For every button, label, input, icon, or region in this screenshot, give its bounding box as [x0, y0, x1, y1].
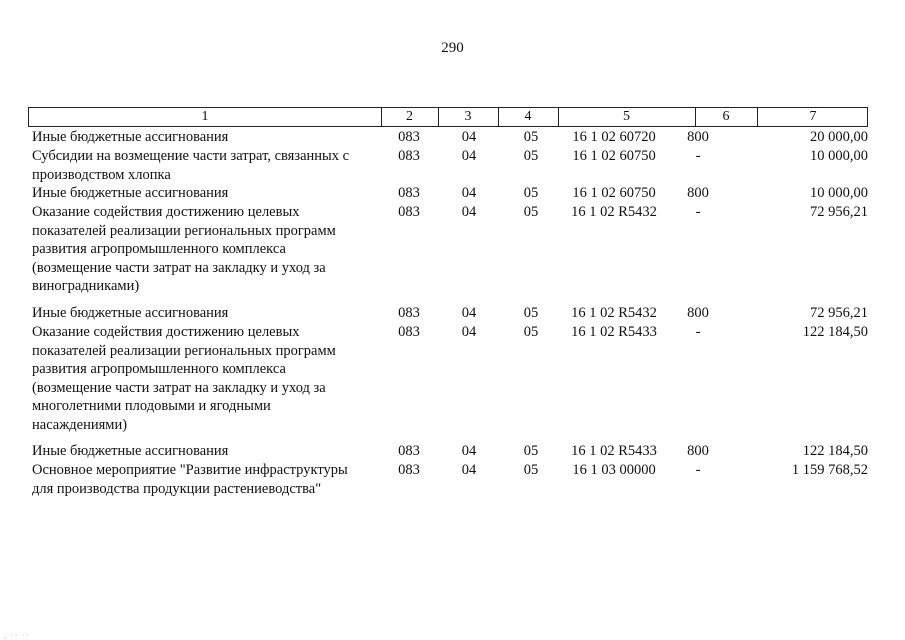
- scan-mark: , ·· ··: [4, 630, 30, 640]
- row-col-6-cell: 800: [687, 129, 709, 145]
- row-name-line: Иные бюджетные ассигнования: [32, 443, 229, 459]
- row-col-5-cell: 16 1 02 R5433: [571, 324, 657, 340]
- row-col-7-cell: 1 159 768,52: [791, 462, 868, 478]
- row-col-7-cell: 10 000,00: [810, 185, 868, 201]
- row-col-5-cell: 16 1 02 60750: [572, 148, 656, 164]
- row-col-6-cell: -: [695, 324, 701, 340]
- table-header: [28, 107, 868, 127]
- row-col-7-cell: 10 000,00: [810, 148, 868, 164]
- row-col-2-cell: 083: [398, 148, 420, 164]
- row-col-2-cell: 083: [398, 129, 420, 145]
- header-col-3: 3: [464, 109, 472, 124]
- row-col-3-cell: 04: [461, 148, 477, 164]
- row-name-line: для производства продукции растениеводства": [32, 480, 322, 497]
- header-col-5: 5: [623, 109, 630, 124]
- row-name-line: (возмещение части затрат на закладку и уход за: [32, 379, 326, 396]
- page-number: 290: [441, 40, 464, 56]
- row-name-line: Иные бюджетные ассигнования: [32, 129, 229, 145]
- row-name-line: Иные бюджетные ассигнования: [32, 185, 229, 201]
- row-name-line: показателей реализации региональных программ: [32, 222, 336, 239]
- row-col-4-cell: 05: [523, 129, 539, 145]
- row-name-line: многолетними плодовыми и ягодными: [32, 398, 271, 415]
- row-col-5-cell: 16 1 02 R5433: [571, 443, 657, 459]
- row-name-line: Субсидии на возмещение части затрат, связанных с: [32, 148, 350, 164]
- row-name-cell: [32, 203, 372, 296]
- row-col-3-cell: 04: [461, 204, 477, 220]
- row-col-3-cell: 04: [461, 462, 477, 478]
- row-name-line: развития агропромышленного комплекса: [32, 361, 286, 378]
- row-col-5-cell: 16 1 02 60720: [572, 129, 656, 145]
- row-col-2-cell: 083: [398, 462, 420, 478]
- row-col-3-cell: 04: [461, 443, 477, 459]
- row-col-2-cell: 083: [398, 443, 420, 459]
- row-name-cell: [32, 442, 372, 461]
- row-col-6-cell: 800: [687, 443, 709, 459]
- row-col-2-cell: 083: [398, 185, 420, 201]
- row-name-cell: [32, 128, 372, 147]
- row-name-cell: [32, 461, 372, 498]
- row-col-5-cell: 16 1 02 R5432: [571, 305, 657, 321]
- row-col-4-cell: 05: [523, 462, 539, 478]
- row-name-line: насаждениями): [32, 416, 128, 433]
- row-col-7-cell: 122 184,50: [802, 443, 868, 459]
- row-col-7-cell: 20 000,00: [810, 129, 868, 145]
- row-name-line: (возмещение части затрат на закладку и уход за: [32, 259, 326, 276]
- row-col-6-cell: 800: [687, 305, 709, 321]
- row-col-4-cell: 05: [523, 305, 539, 321]
- header-col-2: 2: [406, 109, 413, 124]
- row-col-7-cell: 72 956,21: [810, 204, 868, 220]
- row-col-4-cell: 05: [523, 148, 539, 164]
- row-name-line: показателей реализации региональных программ: [32, 342, 336, 359]
- header-col-7: 7: [809, 109, 817, 124]
- row-col-2-cell: 083: [398, 305, 420, 321]
- row-col-5-cell: 16 1 02 60750: [572, 185, 656, 201]
- row-col-4-cell: 05: [523, 185, 539, 201]
- row-col-3-cell: 04: [461, 324, 477, 340]
- row-col-5-cell: 16 1 02 R5432: [571, 204, 657, 220]
- header-col-1: 1: [201, 109, 209, 124]
- row-col-2-cell: 083: [398, 204, 420, 220]
- row-col-7-cell: 122 184,50: [802, 324, 868, 340]
- row-name-line: Иные бюджетные ассигнования: [32, 305, 229, 321]
- row-name-cell: [32, 323, 372, 435]
- row-col-6-cell: -: [695, 462, 701, 478]
- header-col-6: 6: [722, 109, 730, 124]
- row-name-line: виноградниками): [32, 278, 140, 295]
- row-name-line: Оказание содействия достижению целевых: [32, 324, 300, 340]
- row-col-6-cell: -: [695, 148, 701, 164]
- row-col-5-cell: 16 1 03 00000: [572, 462, 656, 478]
- row-col-2-cell: 083: [398, 324, 420, 340]
- row-name-line: Основное мероприятие "Развитие инфраструктуры: [32, 462, 348, 478]
- row-name-cell: [32, 184, 372, 203]
- row-col-3-cell: 04: [461, 185, 477, 201]
- row-col-3-cell: 04: [461, 305, 477, 321]
- row-col-6-cell: -: [695, 204, 701, 220]
- row-name-line: развития агропромышленного комплекса: [32, 241, 286, 258]
- row-col-4-cell: 05: [523, 204, 539, 220]
- row-col-3-cell: 04: [461, 129, 477, 145]
- row-col-7-cell: 72 956,21: [810, 305, 868, 321]
- row-col-4-cell: 05: [523, 324, 539, 340]
- row-name-cell: [32, 304, 372, 323]
- row-col-4-cell: 05: [523, 443, 539, 459]
- header-col-4: 4: [524, 109, 532, 124]
- row-name-line: Оказание содействия достижению целевых: [32, 204, 300, 220]
- row-name-line: производством хлопка: [32, 166, 171, 183]
- row-name-cell: [32, 147, 372, 184]
- row-col-6-cell: 800: [687, 185, 709, 201]
